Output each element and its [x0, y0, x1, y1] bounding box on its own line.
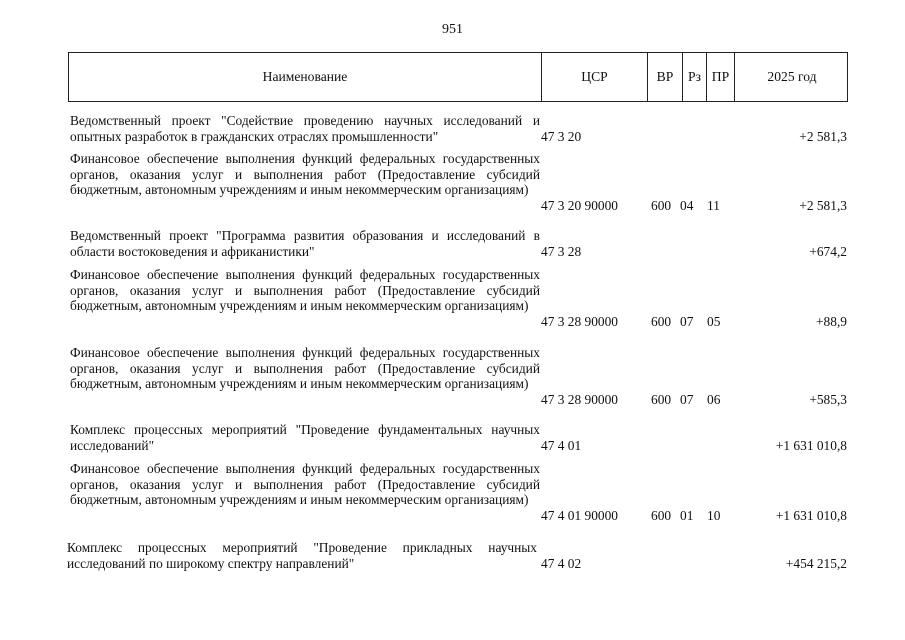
- row-csr: 47 4 02: [541, 555, 582, 571]
- row-amount: +2 581,3: [799, 197, 847, 213]
- page-number: 951: [442, 22, 463, 37]
- row-amount: +1 631 010,8: [775, 507, 847, 523]
- row-csr: 47 3 28: [541, 243, 582, 259]
- row-amount: +1 631 010,8: [775, 437, 847, 453]
- row-name: Финансовое обеспечение выполнения функций федеральных государственных органов, оказания услуг и выполнения работ (Предоставление субсидий бюджетным, автономным учреждениям и иным некоммерческим организациям): [70, 345, 540, 392]
- row-rz: 07: [680, 313, 694, 329]
- row-pr: 11: [707, 197, 720, 213]
- row-csr: 47 3 28 90000: [541, 391, 618, 407]
- row-vr: 600: [651, 391, 672, 407]
- row-csr: 47 3 20: [541, 128, 582, 144]
- row-pr: 05: [707, 313, 721, 329]
- column-header-csr: ЦСР: [541, 53, 647, 101]
- row-name: Комплекс процессных мероприятий "Проведение прикладных научных исследований по широкому спектру направлений": [67, 540, 537, 571]
- row-rz: 07: [680, 391, 694, 407]
- row-vr: 600: [651, 197, 672, 213]
- row-pr: 10: [707, 507, 721, 523]
- row-csr: 47 3 20 90000: [541, 197, 618, 213]
- row-amount: +88,9: [816, 313, 847, 329]
- row-rz: 04: [680, 197, 694, 213]
- column-header-pr: ПР: [706, 53, 734, 101]
- row-name: Комплекс процессных мероприятий "Проведение фундаментальных научных исследований": [70, 422, 540, 453]
- row-vr: 600: [651, 313, 672, 329]
- row-amount: +585,3: [809, 391, 847, 407]
- row-csr: 47 4 01 90000: [541, 507, 618, 523]
- row-name: Ведомственный проект "Содействие проведению научных исследований и опытных разработок в гражданских отраслях промышленности": [70, 113, 540, 144]
- row-name: Ведомственный проект "Программа развития образования и исследований в области востоковедения и африканистики": [70, 228, 540, 259]
- row-csr: 47 4 01: [541, 437, 582, 453]
- row-name: Финансовое обеспечение выполнения функций федеральных государственных органов, оказания услуг и выполнения работ (Предоставление субсидий бюджетным, автономным учреждениям и иным некоммерческим организациям): [70, 151, 540, 198]
- row-pr: 06: [707, 391, 721, 407]
- row-vr: 600: [651, 507, 672, 523]
- column-header-year: 2025 год: [734, 53, 849, 101]
- row-amount: +2 581,3: [799, 128, 847, 144]
- column-header-rz: Рз: [682, 53, 706, 101]
- row-name: Финансовое обеспечение выполнения функций федеральных государственных органов, оказания услуг и выполнения работ (Предоставление субсидий бюджетным, автономным учреждениям и иным некоммерческим организациям): [70, 267, 540, 314]
- row-amount: +454 215,2: [785, 555, 847, 571]
- row-rz: 01: [680, 507, 694, 523]
- column-header-vr: ВР: [647, 53, 682, 101]
- column-header-name: Наименование: [262, 69, 348, 84]
- row-csr: 47 3 28 90000: [541, 313, 618, 329]
- table-header: [68, 52, 848, 102]
- row-amount: +674,2: [809, 243, 847, 259]
- row-name: Финансовое обеспечение выполнения функций федеральных государственных органов, оказания услуг и выполнения работ (Предоставление субсидий бюджетным, автономным учреждениям и иным некоммерческим организациям): [70, 461, 540, 508]
